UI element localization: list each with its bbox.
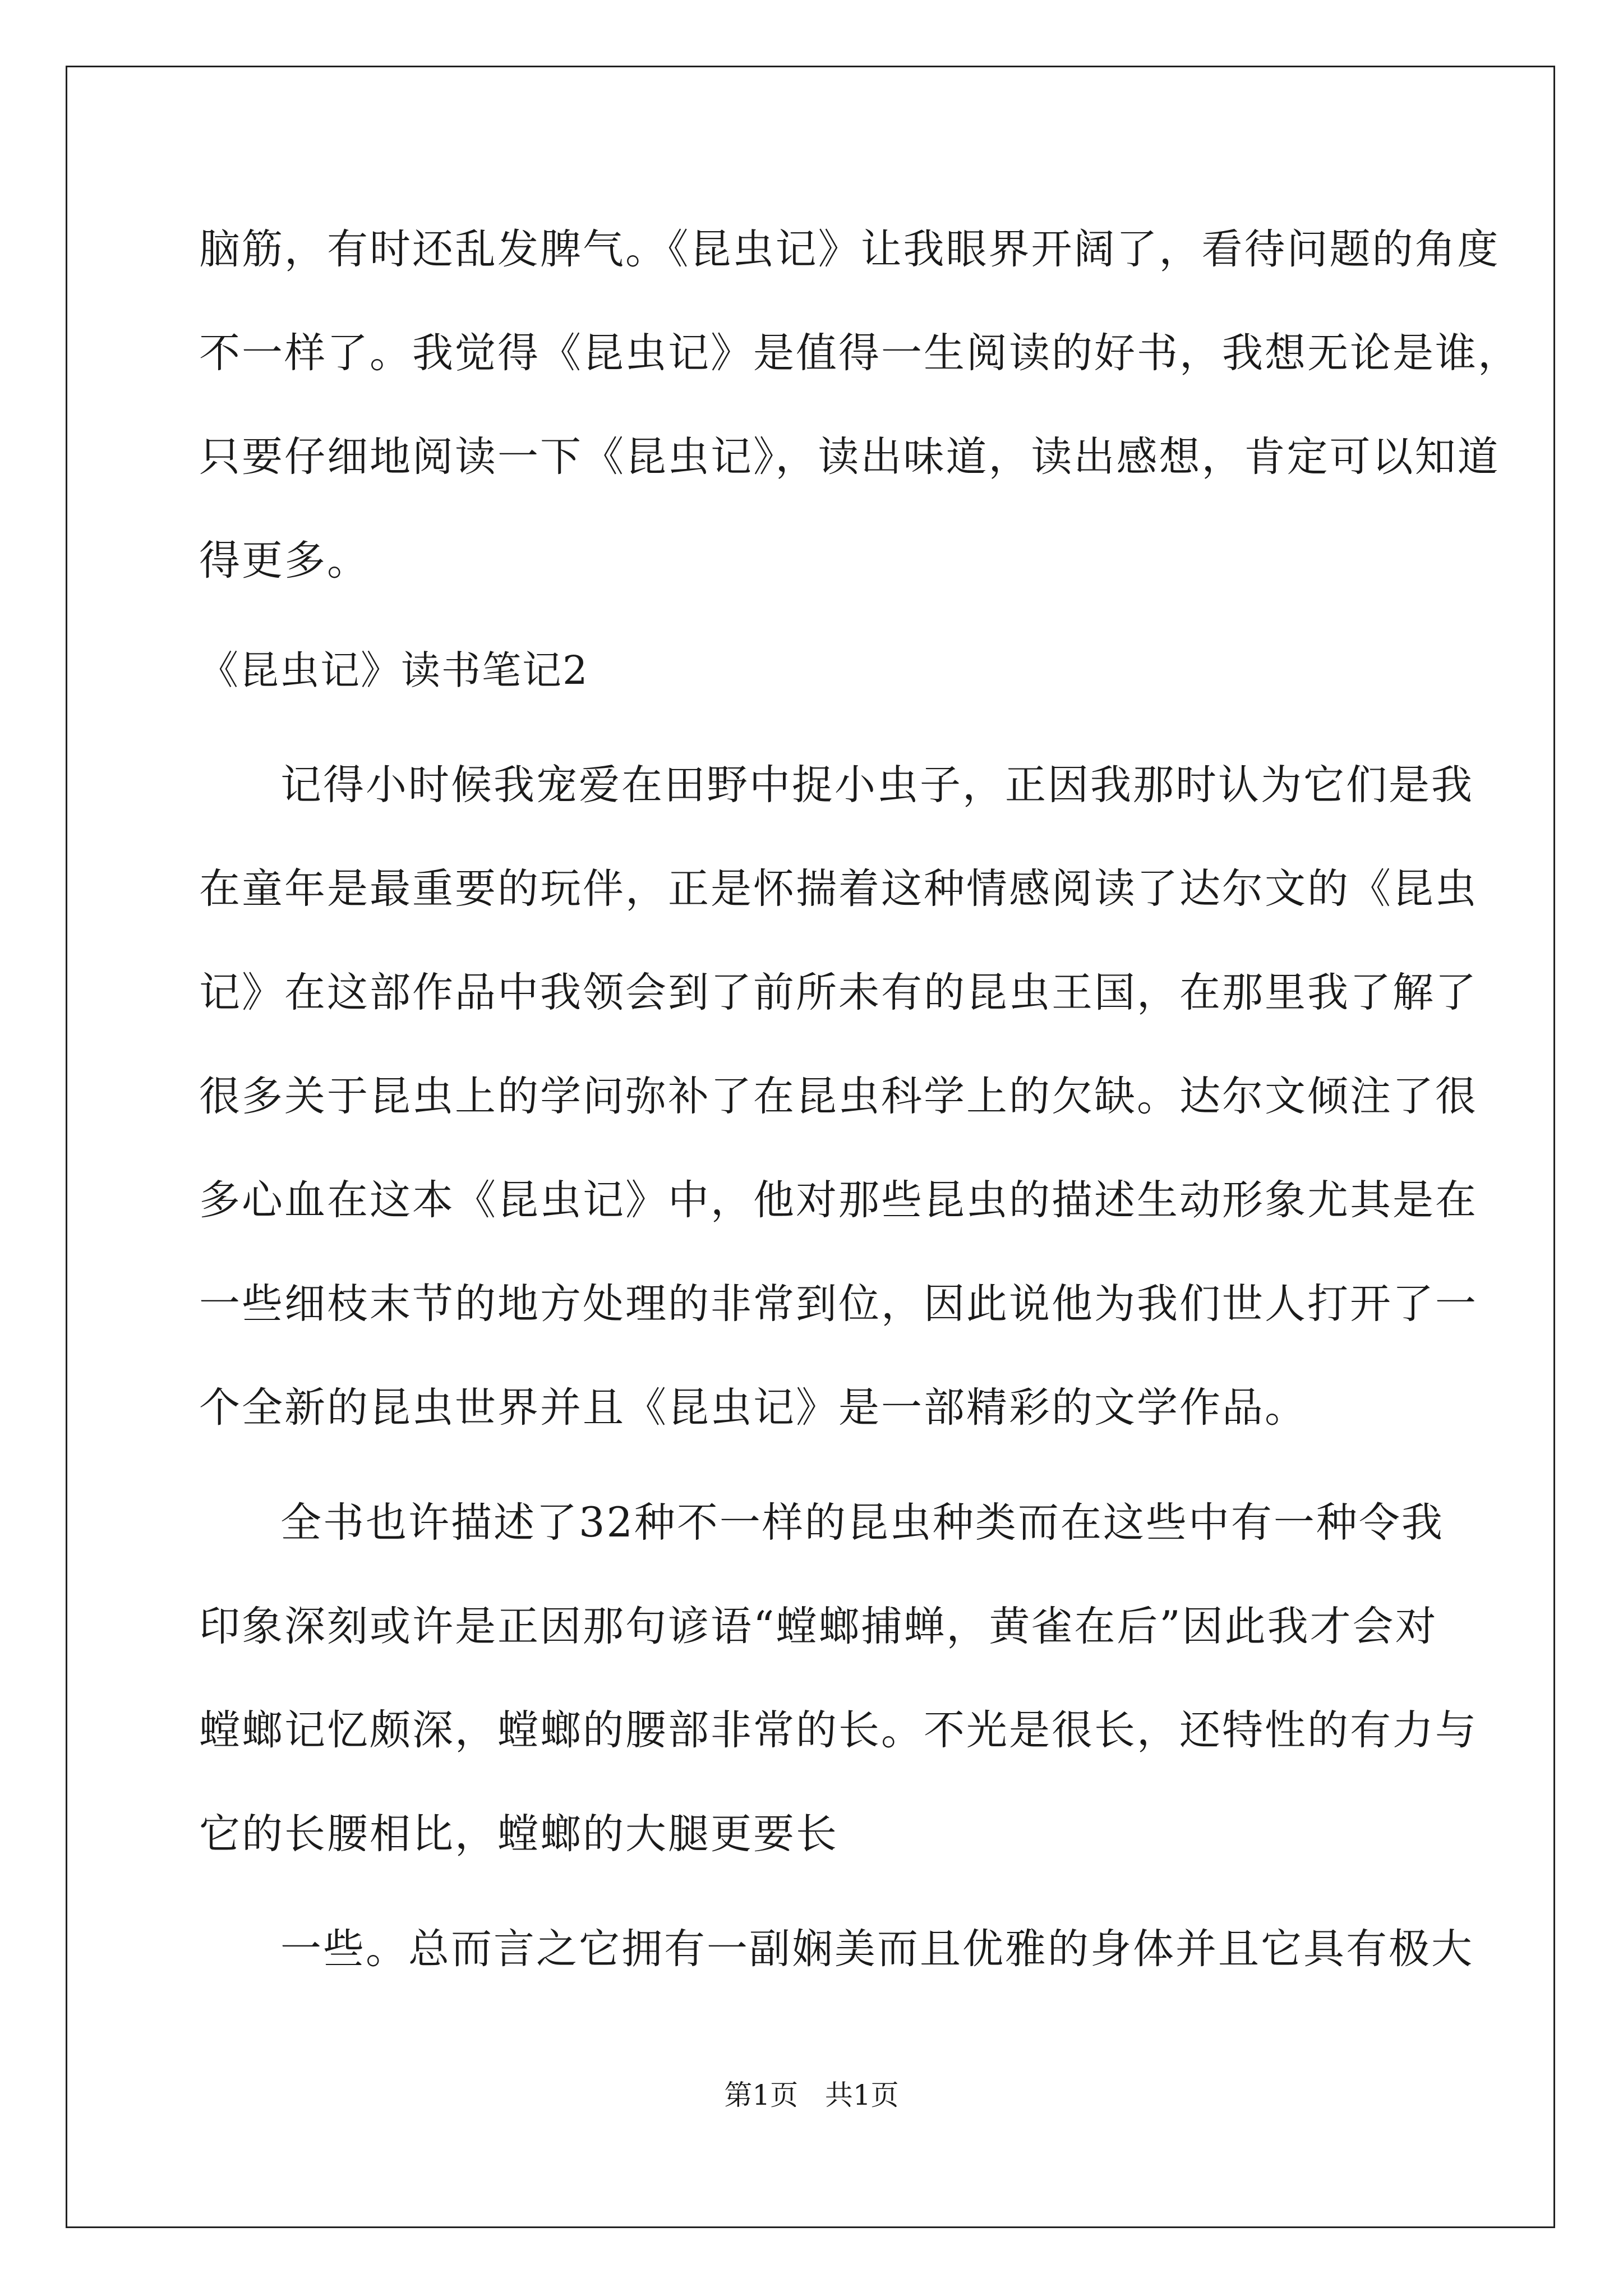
text-line: 螳螂记忆颇深，螳螂的腰部非常的长。不光是很长，还特性的有力与	[199, 1706, 1478, 1754]
section-heading: 《昆虫记》读书笔记2	[199, 647, 589, 693]
page-border	[66, 66, 1555, 2228]
text-line: 记得小时候我宠爱在田野中捉小虫子，正因我那时认为它们是我	[280, 761, 1474, 809]
text-line: 全书也许描述了32种不一样的昆虫种类而在这些中有一种令我	[280, 1499, 1444, 1547]
text-line: 只要仔细地阅读一下《昆虫记》，读出味道，读出感想，肯定可以知道	[199, 433, 1500, 481]
text-line: 得更多。	[199, 537, 370, 585]
text-line: 一些。总而言之它拥有一副娴美而且优雅的身体并且它具有极大	[280, 1925, 1474, 1973]
text-line: 在童年是最重要的玩伴，正是怀揣着这种情感阅读了达尔文的《昆虫	[199, 865, 1478, 913]
text-line: 不一样了。我觉得《昆虫记》是值得一生阅读的好书，我想无论是谁，	[199, 329, 1520, 377]
page-footer: 第1页 共1页	[724, 2079, 899, 2111]
text-line: 很多关于昆虫上的学问弥补了在昆虫科学上的欠缺。达尔文倾注了很	[199, 1073, 1478, 1120]
text-line: 一些细枝末节的地方处理的非常到位，因此说他为我们世人打开了一	[199, 1280, 1478, 1328]
text-line: 印象深刻或许是正因那句谚语“螳螂捕蝉，黄雀在后”因此我才会对	[199, 1603, 1438, 1650]
text-line: 记》在这部作品中我领会到了前所未有的昆虫王国，在那里我了解了	[199, 969, 1478, 1016]
text-line: 多心血在这本《昆虫记》中，他对那些昆虫的描述生动形象尤其是在	[199, 1176, 1478, 1224]
text-line: 个全新的昆虫世界并且《昆虫记》是一部精彩的文学作品。	[199, 1384, 1307, 1432]
text-line: 脑筋，有时还乱发脾气。《昆虫记》让我眼界开阔了，看待问题的角度	[199, 226, 1500, 273]
text-line: 它的长腰相比，螳螂的大腿更要长	[199, 1810, 838, 1858]
